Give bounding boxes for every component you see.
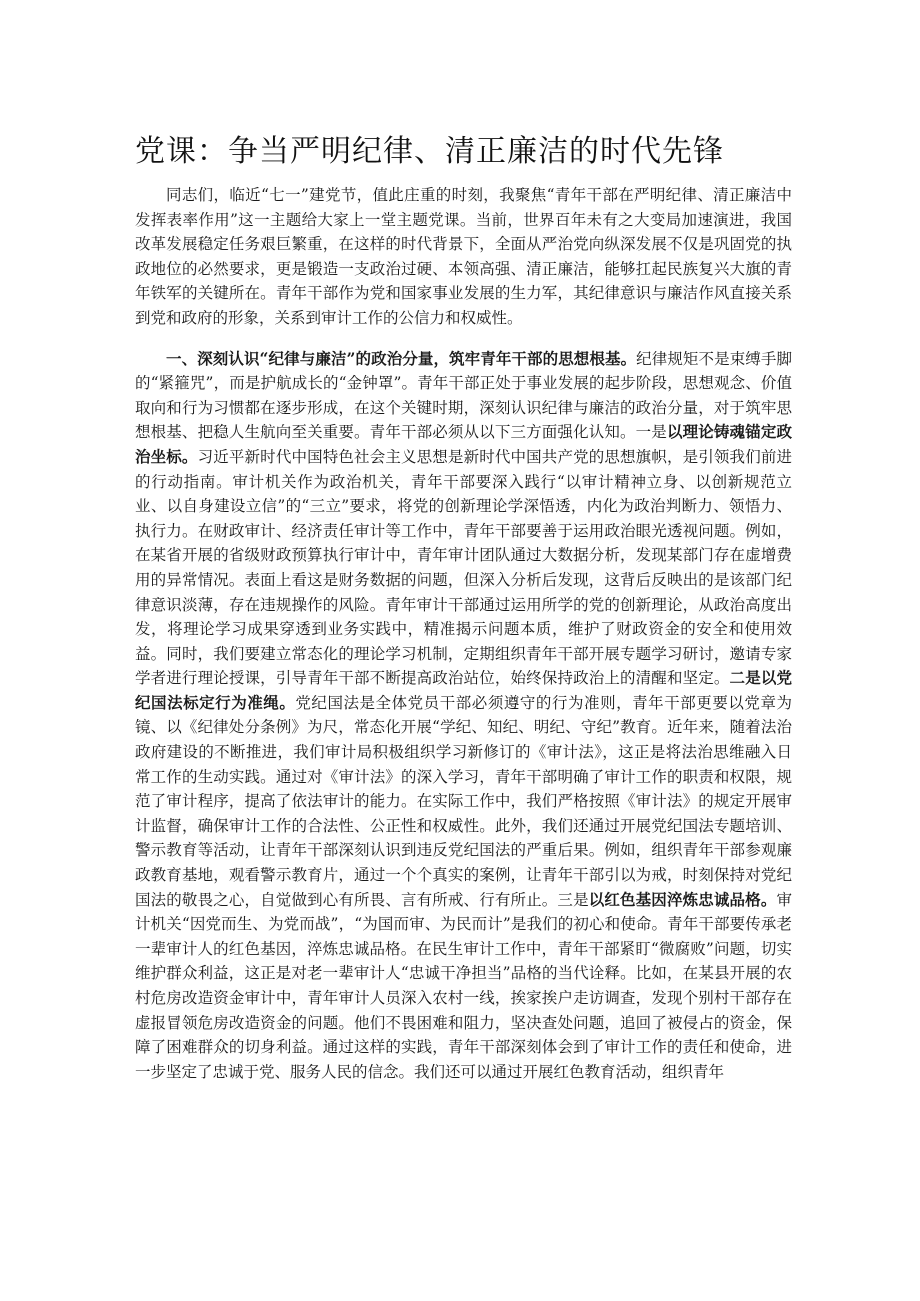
point-3-heading: 以红色基因淬炼忠诚品格。 xyxy=(588,889,777,909)
section-1-text-c: 党纪国法是全体党员干部必须遵守的行为准则，青年干部更要以党章为镜、以《纪律处分条例》为尺，常态化开展“学纪、知纪、明纪、守纪”教育。近年来，随着法治政府建设的不断推进，我们审计局积极组织学习新修订的《审计法》，这正是将法治思维融入日常工作的生动实践。通过对《审计法》的深入学习，青年干部明确了审计工作的职责和权限，规范了审计程序，提高了依法审计的能力。在实际工作中，我们严格按照《审计法》的规定开展审计监督，确保审计工作的合法性、公正性和权威性。此外，我们还通过开展党纪国法专题培训、警示教育等活动，让青年干部深刻认识到违反党纪国法的严重后果。例如，组织青年干部参观廉政教育基地，观看警示教育片，通过一个个真实的案例，让青年干部引以为戒，时刻保持对党纪国法的敬畏之心，自觉做到心有所畏、言有所戒、行有所止。三是 xyxy=(135,693,792,909)
point-1-heading: 以理论铸魂锚定政治坐标。 xyxy=(135,422,792,466)
section-1-text-d: 审计机关“因党而生、为党而战”，“为国而审、为民而计”是我们的初心和使命。青年干部要传承老一辈审计人的红色基因，淬炼忠诚品格。在民生审计工作中，青年干部紧盯“微腐败”问题，切实维护群众利益，这正是对老一辈审计人“忠诚干净担当”品格的当代诠释。比如，在某县开展的农村危房改造资金审计中，青年审计人员深入农村一线，挨家挨户走访调查，发现个别村干部存在虚报冒领危房改造资金的问题。他们不畏困难和阻力，坚决查处问题，追回了被侵占的资金，保障了困难群众的切身利益。通过这样的实践，青年干部深刻体会到了审计工作的责任和使命，进一步坚定了忠诚于党、服务人民的信念。我们还可以通过开展红色教育活动，组织青年 xyxy=(135,890,792,1081)
section-1-heading: 一、深刻认识“纪律与廉洁”的政治分量，筑牢青年干部的思想根基。 xyxy=(166,348,637,368)
point-2-heading: 二是以党纪国法标定行为准绳。 xyxy=(135,668,792,712)
document-body xyxy=(135,183,792,1084)
section-1-text-b: 习近平新时代中国特色社会主义思想是新时代中国共产党的思想旗帜，是引领我们前进的行动指南。审计机关作为政治机关，青年干部要深入践行“以审计精神立身、以创新规范立业、以自身建设立信”的“三立”要求，将党的创新理论学深悟透，内化为政治判断力、领悟力、执行力。在财政审计、经济责任审计等工作中，青年干部要善于运用政治眼光透视问题。例如，在某省开展的省级财政预算执行审计中，青年审计团队通过大数据分析，发现某部门存在虚增费用的异常情况。表面上看这是财务数据的问题，但深入分析后发现，这背后反映出的是该部门纪律意识淡薄，存在违规操作的风险。青年审计干部通过运用所学的党的创新理论，从政治高度出发，将理论学习成果穿透到业务实践中，精准揭示问题本质，维护了财政资金的安全和使用效益。同时，我们要建立常态化的理论学习机制，定期组织青年干部开展专题学习研讨，邀请专家学者进行理论授课，引导青年干部不断提高政治站位，始终保持政治上的清醒和坚定。 xyxy=(135,447,792,688)
section-1-paragraph xyxy=(135,347,792,1085)
intro-paragraph: 同志们，临近“七一”建党节，值此庄重的时刻，我聚焦“青年干部在严明纪律、清正廉洁中发挥表率作用”这一主题给大家上一堂主题党课。当前，世界百年未有之大变局加速演进，我国改革发展稳定任务艰巨繁重，在这样的时代背景下，全面从严治党向纵深发展不仅是巩固党的执政地位的必然要求，更是锻造一支政治过硬、本领高强、清正廉洁，能够扛起民族复兴大旗的青年铁军的关键所在。青年干部作为党和国家事业发展的生力军，其纪律意识与廉洁作风直接关系到党和政府的形象，关系到审计工作的公信力和权威性。 xyxy=(135,186,792,327)
document-title: 党课：争当严明纪律、清正廉洁的时代先锋 xyxy=(135,134,724,169)
section-1-text-a: 纪律规矩不是束缚手脚的“紧箍咒”，而是护航成长的“金钟罩”。青年干部正处于事业发展的起步阶段，思想观念、价值取向和行为习惯都在逐步形成，在这个关键时期，深刻认识纪律与廉洁的政治分量，对于筑牢思想根基、把稳人生航向至关重要。青年干部必须从以下三方面强化认知。一是 xyxy=(135,349,792,442)
